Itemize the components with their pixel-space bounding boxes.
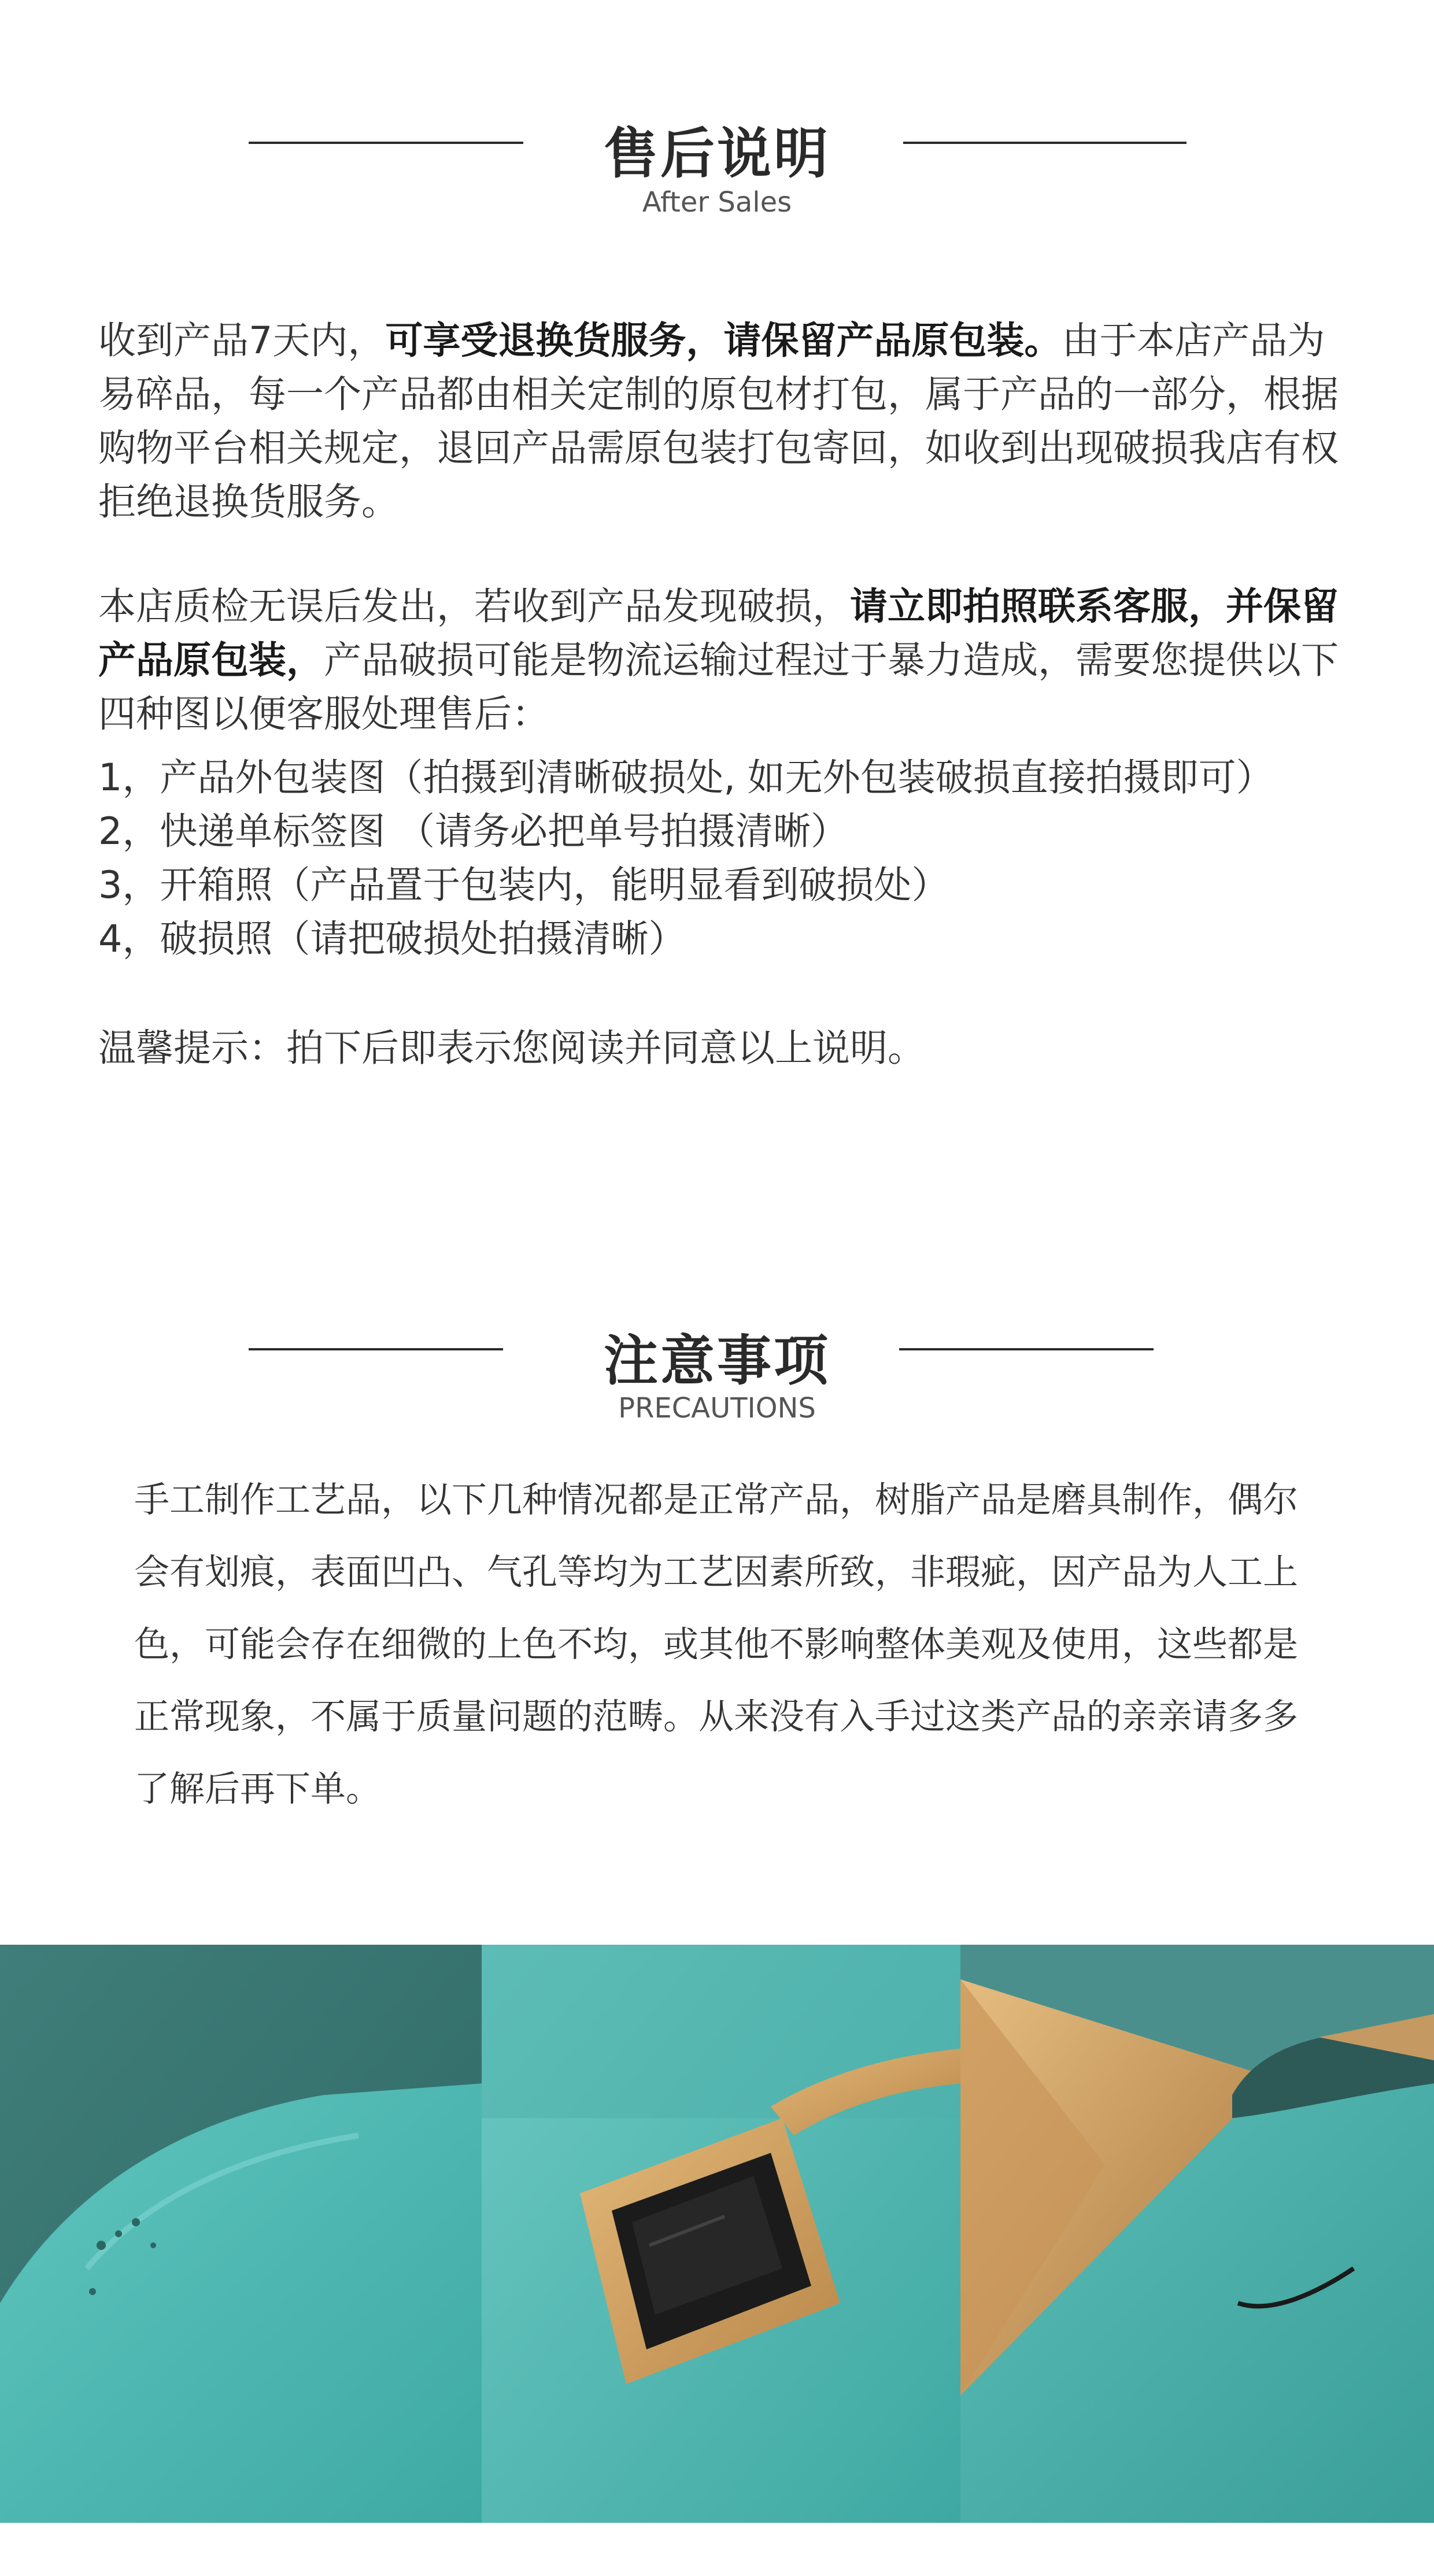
list-item: 4，破损照（请把破损处拍摄清晰） <box>98 917 686 961</box>
precautions-subtitle: PRECAUTIONS <box>618 1392 816 1424</box>
after-sales-title: 售后说明 <box>603 123 830 186</box>
paragraph-1-emphasis: 可享受退换货服务，请保留产品原包装。 <box>385 319 1062 362</box>
precautions-paragraph: 手工制作工艺品，以下几种情况都是正常产品，树脂产品是磨具制作，偶尔会有划痕，表面凹凸、气孔等均为工艺因素所致，非瑕疵，因产品为人工上色，可能会存在细微的上色不均，或其他不影响整体美观及使用，这些都是正常现象，不属于质量问题的范畴。从来没有入手过这类产品的亲亲请多多了解后再下单。 <box>134 1479 1299 1809</box>
warm-tip: 温馨提示：拍下后即表示您阅读并同意以上说明。 <box>98 1027 926 1070</box>
paragraph-2-emphasis: 请立即拍照联系客服，并保留产品原包装， <box>98 585 1339 682</box>
paragraph-2-lead: 本店质检无误后发出，若收到产品发现破损， <box>98 585 851 628</box>
paragraph-1-lead: 收到产品7天内， <box>98 319 386 362</box>
after-sales-paragraph-2 <box>98 580 1341 741</box>
gold-fin-teal-figure-photo <box>960 1945 1434 2523</box>
list-item: 2，快递单标签图 （请务必把单号拍摄清晰） <box>98 810 849 853</box>
paragraph-2-rest: 产品破损可能是物流运输过程过于暴力造成，需要您提供以下四种图以便客服处理售后： <box>98 639 1339 736</box>
after-sales-paragraph-1 <box>98 314 1341 529</box>
list-item: 1，产品外包装图（拍摄到清晰破损处, 如无外包装破损直接拍摄即可） <box>98 756 1274 800</box>
teal-resin-surface-photo <box>0 1945 482 2523</box>
gold-ring-black-stone-photo <box>482 1945 960 2523</box>
list-item: 3，开箱照（产品置于包装内，能明显看到破损处） <box>98 864 949 907</box>
paragraph-1-rest: 由于本店产品为易碎品，每一个产品都由相关定制的原包材打包，属于产品的一部分，根据购物平台相关规定，退回产品需原包装打包寄回，如收到出现破损我店有权拒绝退换货服务。 <box>98 319 1339 524</box>
precautions-title: 注意事项 <box>603 1330 830 1393</box>
after-sales-subtitle: After Sales <box>642 186 792 219</box>
